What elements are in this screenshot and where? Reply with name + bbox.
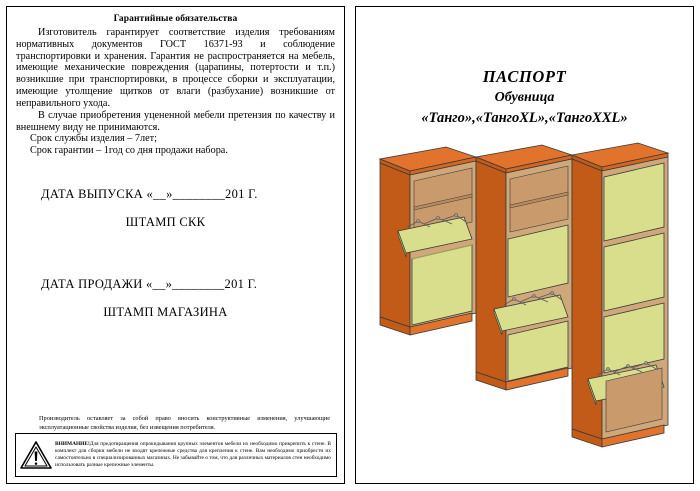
warranty-paragraph-4: Срок гарантии – 1год со дня продажи набора.	[30, 145, 228, 157]
spacer	[7, 230, 344, 277]
passport-subtitle: Обувница	[494, 90, 555, 105]
passport-models: «Танго»,«ТангоXL»,«ТангоXXL»	[421, 110, 628, 126]
form-fields	[7, 187, 344, 320]
passport-title: ПАСПОРТ	[482, 67, 567, 86]
warranty-title: Гарантийные обязательства	[113, 14, 238, 24]
warranty-paragraph-3: Срок службы изделия – 7лет;	[30, 133, 157, 145]
manufacturer-disclaimer: Производитель оставляет за собой право вносить конструктивные изменения, улучшающие эксплуатационные свойства изделия, без извещения потребителя.	[39, 415, 330, 431]
attention-label: ВНИМАНИЕ!	[55, 441, 90, 448]
sale-date-field[interactable]: ДАТА ПРОДАЖИ «__»________201 Г.	[41, 277, 258, 292]
cabinet-tango-xl	[476, 145, 572, 390]
stamp-shop-label: ШТАМП МАГАЗИНА	[103, 305, 228, 320]
passport-heading	[356, 67, 693, 127]
warning-triangle-icon	[19, 440, 53, 471]
cabinet-tango	[380, 147, 476, 335]
attention-box	[15, 433, 337, 477]
passport-panel	[355, 6, 694, 484]
cabinet-tango-xxl	[572, 143, 668, 447]
stamp-skk-label: ШТАМП СКК	[125, 215, 206, 230]
attention-text	[53, 441, 333, 469]
warranty-paragraph-1: Изготовитель гарантирует соответствие изделия требованиям нормативных документов ГОСТ 16371-93 и соблюдение транспортировки и хранения. Гарантия не распространяется на мебель, имеющие механические повреждения (царапины, потертости и т.п.) возникшие при транспортировки, в процессе сборки и эксплуатации, имеющие утолщение щитков от влаги (разбухание) возникшие от неправильного ухода.	[16, 27, 335, 109]
warranty-body	[16, 27, 335, 157]
warranty-paragraph-2: В случае приобретения уцененной мебели претензия по качеству и внешнему виду не принимаются.	[16, 109, 335, 133]
attention-body: Для предотвращения опрокидывания крупных элементов мебели их необходимо прикрепить к стене. В комплект для сборки мебели не входят крепежные средства для крепления к стене. Вам необходимо приобрести их самостоятельно в специализированных магазинах. Не забывайте о том, что для различных материалов стен необходимо использовать разные крепежные элементы.	[55, 441, 331, 468]
product-illustration	[368, 127, 683, 467]
release-date-field[interactable]: ДАТА ВЫПУСКА «__»________201 Г.	[41, 187, 258, 202]
warranty-panel	[6, 6, 345, 484]
